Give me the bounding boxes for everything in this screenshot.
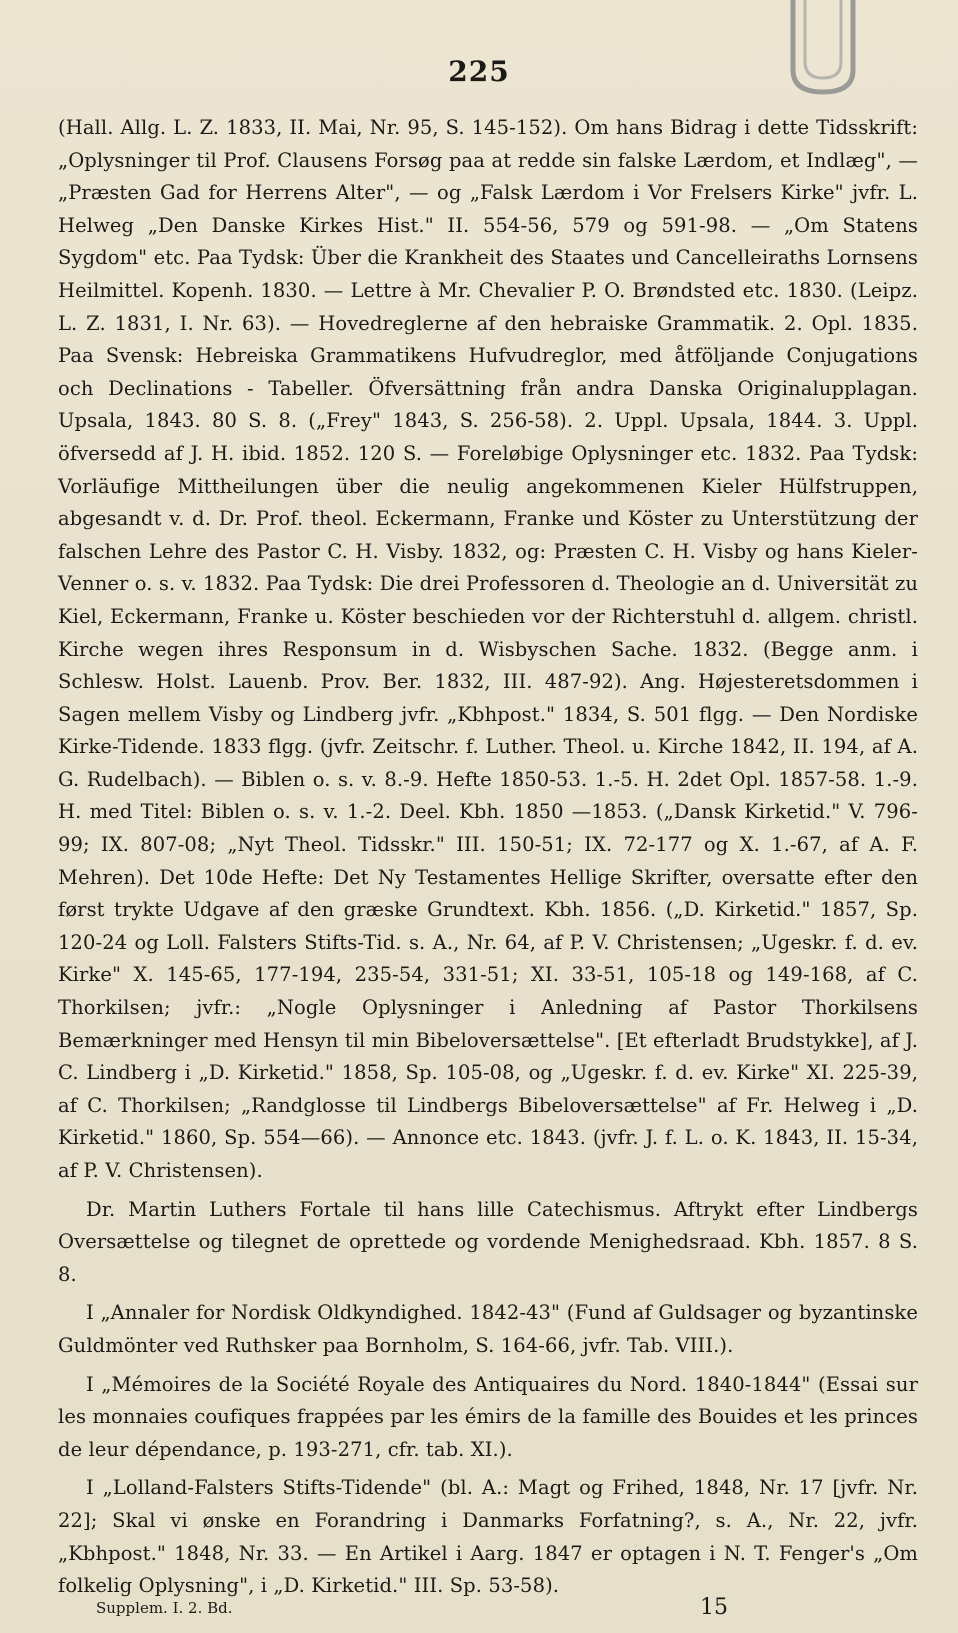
entry-paragraph: Dr. Martin Luthers Fortale til hans lille Catechismus. Aftrykt efter Lindbergs Oversættelse og tilegnet de oprettede og vordende Menighedsraad. Kbh. 1857. 8 S. 8. [58, 1197, 918, 1286]
page-number: 225 [448, 55, 510, 88]
signature-mark: Supplem. I. 2. Bd. [96, 1599, 233, 1617]
entry-paragraph: I „Mémoires de la Société Royale des Antiquaires du Nord. 1840-1844" (Essai sur les monnaies coufiques frappées par les émirs de la famille des Bouides et les princes de leur dépendance, p. 193-271, cfr. tab. XI.). [58, 1372, 918, 1461]
entry-paragraph: (Hall. Allg. L. Z. 1833, II. Mai, Nr. 95, S. 145-152). Om hans Bidrag i dette Tidsskrift: „Oplysninger til Prof. Clausens Forsøg paa at redde sin falske Lærdom, et Indlæg", — „Præsten Gad for Herrens Alter", — og „Falsk Lærdom i Vor Frelsers Kirke" jvfr. L. Helweg „Den Danske Kirkes Hist." II. 554-56, 579 og 591-98. — „Om Statens Sygdom" etc. Paa Tydsk: Über die Krankheit des Staates und Cancelleiraths Lornsens Heilmittel. Kopenh. 1830. — Lettre à Mr. Chevalier P. O. Brøndsted etc. 1830. (Leipz. L. Z. 1831, I. Nr. 63). — Hovedreglerne af den hebraiske Grammatik. 2. Opl. 1835. Paa Svensk: Hebreiska Grammatikens Hufvudreglor, med åtföljande Conjugations och Declinations - Tabeller. Öfversättning från andra Danska Originalupplagan. Upsala, 1843. 80 S. 8. („Frey" 1843, S. 256-58). 2. Uppl. Upsala, 1844. 3. Uppl. öfversedd af J. H. ibid. 1852. 120 S. — Foreløbige Oplysninger etc. 1832. Paa Tydsk: Vorläufige Mittheilungen über die neulig angekommenen Kieler Hülfstruppen, abgesandt v. d. Dr. Prof. theol. Eckermann, Franke und Köster zu Unterstützung der falschen Lehre des Pastor C. H. Visby. 1832, og: Præsten C. H. Visby og hans Kieler-Venner o. s. v. 1832. Paa Tydsk: Die drei Professoren d. Theologie an d. Universität zu Kiel, Eckermann, Franke u. Köster beschieden vor der Richterstuhl d. allgem. christl. Kirche wegen ihres Responsum in d. Wisbyschen Sache. 1832. (Begge anm. i Schlesw. Holst. Lauenb. Prov. Ber. 1832, III. 487-92). Ang. Højesteretsdommen i Sagen mellem Visby og Lindberg jvfr. „Kbhpost." 1834, S. 501 flgg. — Den Nordiske Kirke-Tidende. 1833 flgg. (jvfr. Zeitschr. f. Luther. Theol. u. Kirche 1842, II. 194, af A. G. Rudelbach). — Biblen o. s. v. 8.-9. Hefte 1850-53. 1.-5. H. 2det Opl. 1857-58. 1.-9. H. med Titel: Biblen o. s. v. 1.-2. Deel. Kbh. 1850 —1853. („Dansk Kirketid." V. 796-99; IX. 807-08; „Nyt Theol. Tidsskr." III. 150-51; IX. 72-177 og X. 1.-67, af A. F. Mehren). Det 10de Hefte: Det Ny Testamentes Hellige Skrifter, oversatte efter den først trykte Udgave af den græske Grundtext. Kbh. 1856. („D. Kirketid." 1857, Sp. 120-24 og Loll. Falsters Stifts-Tid. s. A., Nr. 64, af P. V. Christensen; „Ugeskr. f. d. ev. Kirke" X. 145-65, 177-194, 235-54, 331-51; XI. 33-51, 105-18 og 149-168, af C. Thorkilsen; jvfr.: „Nogle Oplysninger i Anledning af Pastor Thorkilsens Bemærkninger med Hensyn til min Bibeloversættelse". [Et efterladt Brudstykke], af J. C. Lindberg i „D. Kirketid." 1858, Sp. 105-08, og „Ugeskr. f. d. ev. Kirke" XI. 225-39, af C. Thorkilsen; „Randglosse til Lindbergs Bibeloversættelse" af Fr. Helweg i „D. Kirketid." 1860, Sp. 554—66). — Annonce etc. 1843. (jvfr. J. f. L. o. K. 1843, II. 15-34, af P. V. Christensen). [58, 116, 918, 1182]
page-body [58, 112, 918, 1603]
entry-paragraph: I „Annaler for Nordisk Oldkyndighed. 1842-43" (Fund af Guldsager og byzantinske Guldmönter ved Ruthsker paa Bornholm, S. 164-66, jvfr. Tab. VIII.). [58, 1301, 918, 1357]
entry-paragraph: I „Lolland-Falsters Stifts-Tidende" (bl. A.: Magt og Frihed, 1848, Nr. 17 [jvfr. Nr. 22]; Skal vi ønske en Forandring i Danmarks Forfatning?, s. A., Nr. 22, jvfr. „Kbhpost." 1848, Nr. 33. — En Artikel i Aarg. 1847 er optagen i N. T. Fenger's „Om folkelig Oplysning", i „D. Kirketid." III. Sp. 53-58). [58, 1476, 918, 1598]
sheet-number: 15 [700, 1595, 728, 1620]
page-footer [58, 1595, 918, 1629]
